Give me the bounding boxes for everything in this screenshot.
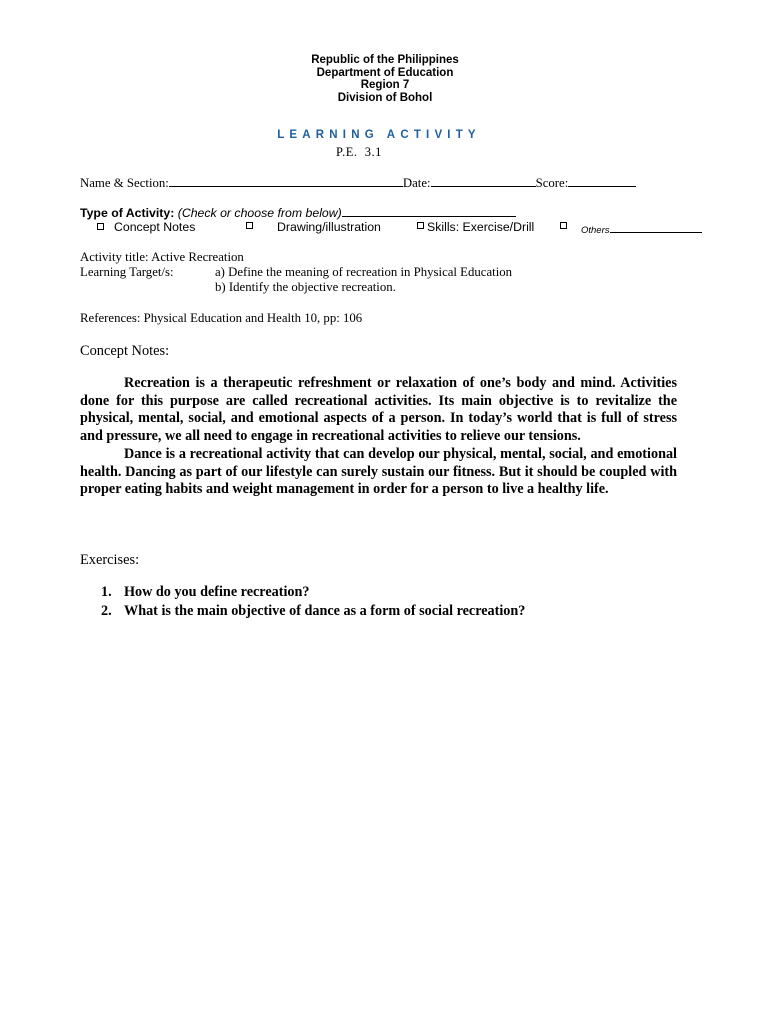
header-republic: Republic of the Philippines	[311, 54, 459, 66]
date-blank[interactable]	[431, 174, 536, 187]
concept-notes-body	[80, 375, 677, 499]
references-line: References: Physical Education and Health 10, pp: 106	[80, 311, 363, 325]
activity-type-options	[0, 220, 768, 236]
score-blank[interactable]	[568, 174, 636, 187]
activity-title-line: Activity title: Active Recreation	[80, 250, 244, 264]
skills-checkbox[interactable]	[417, 222, 424, 229]
concept-paragraph-dance: Dance is a recreational activity that can develop our physical, mental, social, and emotional health. Dancing as part of our lifestyle can surely sustain our fitness. But it should be coupled with proper eating habits and weight management in order for a person to live a healthy life.	[80, 445, 677, 498]
header-region: Region 7	[360, 79, 410, 92]
concept-notes-heading: Concept Notes:	[80, 343, 170, 359]
others-blank[interactable]	[610, 222, 702, 233]
exercise-item: 1. How do you define recreation?	[101, 584, 310, 600]
learning-target-label: Learning Target/s:	[80, 265, 174, 279]
header-division: Division of Bohol	[337, 92, 433, 105]
subject-code: P.E. 3.1	[336, 145, 382, 159]
concept-notes-option-label: Concept Notes	[114, 220, 196, 234]
drawing-checkbox[interactable]	[246, 222, 253, 229]
others-checkbox[interactable]	[560, 222, 567, 229]
exercises-list	[101, 583, 525, 621]
date-label: Date:	[402, 176, 431, 190]
name-section-label: Name & Section:	[80, 176, 169, 190]
document-header	[0, 54, 768, 105]
type-of-activity-row	[80, 204, 516, 220]
header-department: Department of Education	[316, 66, 454, 79]
learning-target-a: a) Define the meaning of recreation in Physical Education	[215, 265, 513, 279]
type-of-activity-label: Type of Activity:	[80, 206, 175, 220]
name-section-blank[interactable]	[169, 174, 403, 187]
others-option-label: Others	[581, 225, 610, 236]
drawing-option-label: Drawing/illustration	[277, 220, 381, 234]
others-option	[581, 222, 702, 236]
student-info-line	[80, 174, 636, 191]
score-label: Score:	[535, 176, 569, 190]
concept-notes-checkbox[interactable]	[97, 223, 104, 230]
type-of-activity-blank[interactable]	[342, 204, 516, 217]
learning-target-b: b) Identify the objective recreation.	[215, 280, 396, 294]
concept-paragraph-recreation: Recreation is a therapeutic refreshment or relaxation of one’s body and mind. Activities done for this purpose are called recreational activities. Its main objective is to revitalize the physical, mental, social, and emotional aspects of a person. In today’s world that is full of stress and pressure, we all need to engage in recreational activities to relieve our tensions.	[80, 375, 677, 445]
exercises-heading: Exercises:	[80, 552, 140, 568]
skills-option-label: Skills: Exercise/Drill	[427, 220, 535, 234]
exercise-item: 2. What is the main objective of dance as a form of social recreation?	[101, 603, 526, 619]
type-of-activity-hint: (Check or choose from below)	[177, 206, 342, 220]
learning-activity-title: LEARNING ACTIVITY	[277, 129, 481, 141]
